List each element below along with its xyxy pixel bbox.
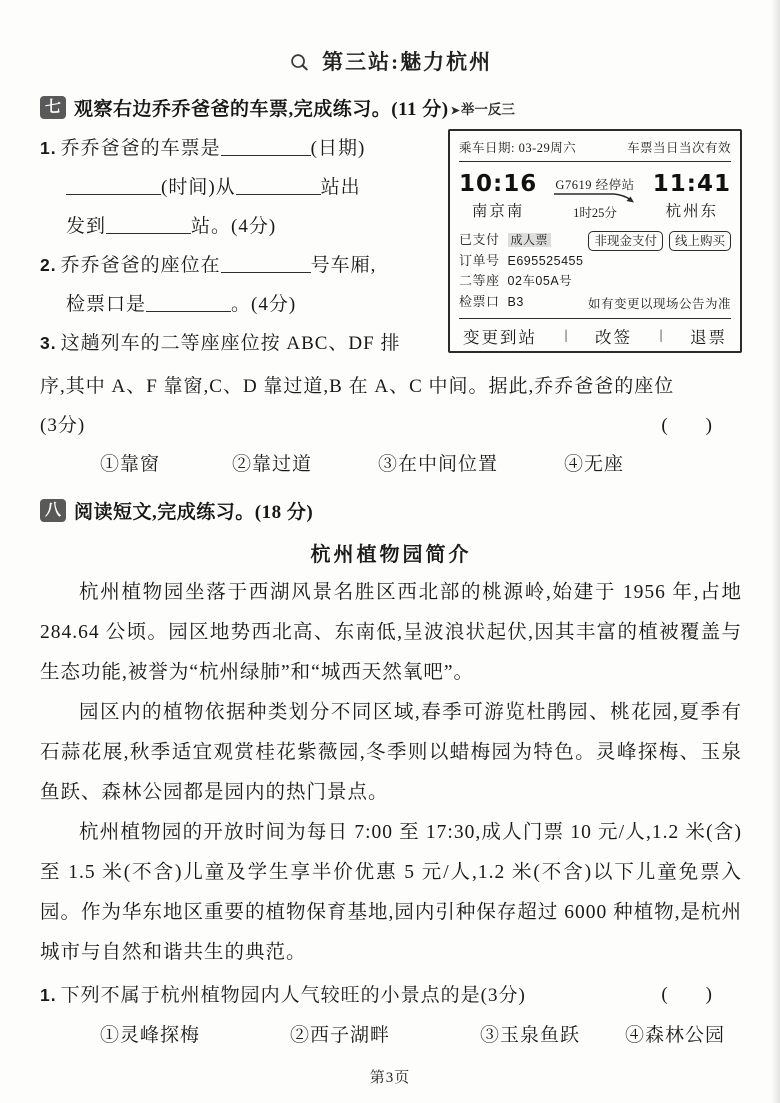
q1-line3 (40, 207, 444, 246)
q2-number: 2. (40, 255, 57, 275)
sec8-q1-number: 1. (40, 985, 57, 1005)
ticket-date: 乘车日期: 03-29周六 (459, 141, 577, 155)
answer-brackets: ( ) (661, 984, 712, 1005)
q2-text: 号车厢, (310, 255, 377, 276)
route-arrow-icon (552, 192, 638, 203)
arrow-icon: ➤ (450, 104, 460, 117)
q3-score-row (40, 406, 742, 445)
lianxi-tag-text: 举一反三 (460, 101, 515, 117)
passage-paragraph: 园区内的植物依据种类划分不同区域,春季可游览杜鹃园、桃花园,夏季有石蒜花展,秋季适宜观赏桂花紫薇园,冬季则以蜡梅园为特色。灵峰探梅、玉泉鱼跃、森林公园都是园内的热门景点。 (40, 702, 742, 803)
magnifier-icon (290, 53, 309, 78)
sec8-q1-text (40, 975, 526, 1016)
passage-paragraph: 杭州植物园坐落于西湖风景名胜区西北部的桃源岭,始建于 1956 年,占地 284.64 公顷。园区地势西北高、东南低,呈波浪状起伏,因其丰富的植被覆盖与生态功能,被誉为“杭州绿肺”和“城西天然氧吧”。 (40, 582, 742, 683)
blank-field (66, 175, 161, 195)
q1-text: 发到 (66, 216, 107, 237)
ticket-details (459, 230, 731, 312)
option-item: ②西子湖畔 (290, 1025, 391, 1046)
blank-field (236, 175, 321, 195)
depart-time: 10:16 (459, 171, 538, 197)
q2-text: 检票口是 (66, 294, 147, 315)
blank-field (221, 253, 311, 273)
q2-line1 (40, 246, 444, 285)
option-item: ①灵峰探梅 (100, 1025, 201, 1046)
q3-number: 3. (40, 333, 57, 353)
passage-paragraph: 杭州植物园的开放时间为每日 7:00 至 17:30,成人门票 10 元/人,1.2 米(含)至 1.5 米(不含)儿童及学生享半价优惠 5 元/人,1.2 米(不含)以下儿童免票入园。作为华东地区重要的植物保育基地,园内引种保存超过 6000 种植物,是杭州城市与自然和谐共生的典范。 (40, 822, 743, 963)
q1-line1 (40, 129, 444, 168)
ticket-actions (459, 318, 731, 348)
departure-block (459, 171, 537, 221)
arrival-block (653, 171, 731, 221)
q2-line2 (40, 285, 444, 324)
q3-line2: 序,其中 A、F 靠窗,C、D 靠过道,B 在 A、C 中间。据此,乔乔爸爸的座位 (40, 376, 675, 397)
online-purchase-badge: 线上购买 (669, 231, 731, 251)
q3-text: 这趟列车的二等座座位按 ABC、DF 排 (60, 333, 401, 354)
ticket-validity: 车票当日当次有效 (626, 141, 731, 155)
section-eight-header (40, 497, 742, 524)
separator: | (659, 328, 663, 343)
separator: | (564, 328, 568, 343)
seat-number: 02车05A号 (507, 274, 573, 288)
order-number: E695525455 (507, 253, 584, 268)
arrive-time: 11:41 (652, 171, 731, 197)
blank-field (106, 214, 191, 234)
option-item: ④无座 (564, 454, 625, 475)
q1-text: 乔乔爸爸的车票是 (60, 138, 221, 159)
option-item: ③玉泉鱼跃 (480, 1025, 581, 1046)
train-number: G7619 经停站 (555, 178, 635, 192)
section-seven-body (40, 129, 742, 367)
section-seven-badge: 七 (40, 96, 66, 119)
page-title-text: 第三站:魅力杭州 (322, 50, 493, 74)
order-row (459, 251, 731, 272)
passage-title: 杭州植物园简介 (310, 544, 472, 566)
section-eight-badge: 八 (40, 499, 66, 522)
q3-line1 (40, 324, 444, 363)
section-eight-title: 阅读短文,完成练习。(18 分) (74, 502, 314, 523)
section-seven-title: 观察右边乔乔爸爸的车票,完成练习。(11 分) (74, 99, 449, 120)
ticket-type-badge: 成人票 (508, 233, 552, 247)
blank-field (146, 292, 231, 312)
passage (40, 573, 742, 973)
arrive-station: 杭州东 (665, 203, 719, 220)
answer-brackets: ( ) (661, 415, 712, 436)
q1-text: (时间)从 (161, 177, 236, 198)
paid-label: 已支付 (459, 232, 500, 247)
q1-text: (日期) (310, 138, 366, 159)
payment-badges (588, 231, 731, 251)
gate-label: 检票口 (459, 293, 500, 309)
q1-text: 站出 (320, 177, 361, 198)
lianxi-tag (451, 98, 515, 118)
train-ticket (448, 129, 742, 353)
seat-row (459, 271, 731, 292)
q2-text: 。(4分) (231, 294, 297, 315)
action-refund: 退票 (690, 328, 727, 347)
page-title (40, 46, 742, 78)
option-item: ②靠过道 (232, 454, 313, 475)
q1-line2 (40, 168, 444, 207)
ticket-times (459, 171, 731, 221)
option-item: ④森林公园 (625, 1025, 726, 1046)
blank-field (221, 136, 311, 156)
depart-station: 南京南 (471, 203, 525, 220)
question-column (40, 129, 444, 363)
noncash-payment-badge: 非现金支付 (588, 231, 663, 251)
q2-text: 乔乔爸爸的座位在 (60, 255, 221, 276)
q1-text: 站。(4分) (191, 216, 277, 237)
sec8-q1-options (40, 1016, 742, 1056)
seat-class-label: 二等座 (459, 273, 500, 288)
action-rebook: 改签 (595, 328, 632, 347)
page-footer: 第3页 (369, 1070, 411, 1086)
q1-number: 1. (40, 138, 57, 158)
ticket-header (459, 136, 731, 162)
action-change-station: 变更到站 (463, 328, 537, 347)
gate-number: B3 (507, 294, 524, 309)
q3-options (40, 445, 742, 485)
section-seven-header (40, 94, 742, 121)
sec8-q1-stem: 下列不属于杭州植物园内人气较旺的小景点的是(3分) (60, 985, 526, 1006)
order-label: 订单号 (459, 252, 500, 268)
change-notice: 如有变更以现场公告为准 (587, 297, 731, 311)
option-item: ③在中间位置 (378, 454, 499, 475)
option-item: ①靠窗 (100, 454, 161, 475)
sec8-q1-row (40, 975, 742, 1016)
trip-duration: 1时25分 (573, 206, 617, 220)
q3-score: (3分) (40, 415, 86, 436)
train-info-block (552, 171, 638, 221)
